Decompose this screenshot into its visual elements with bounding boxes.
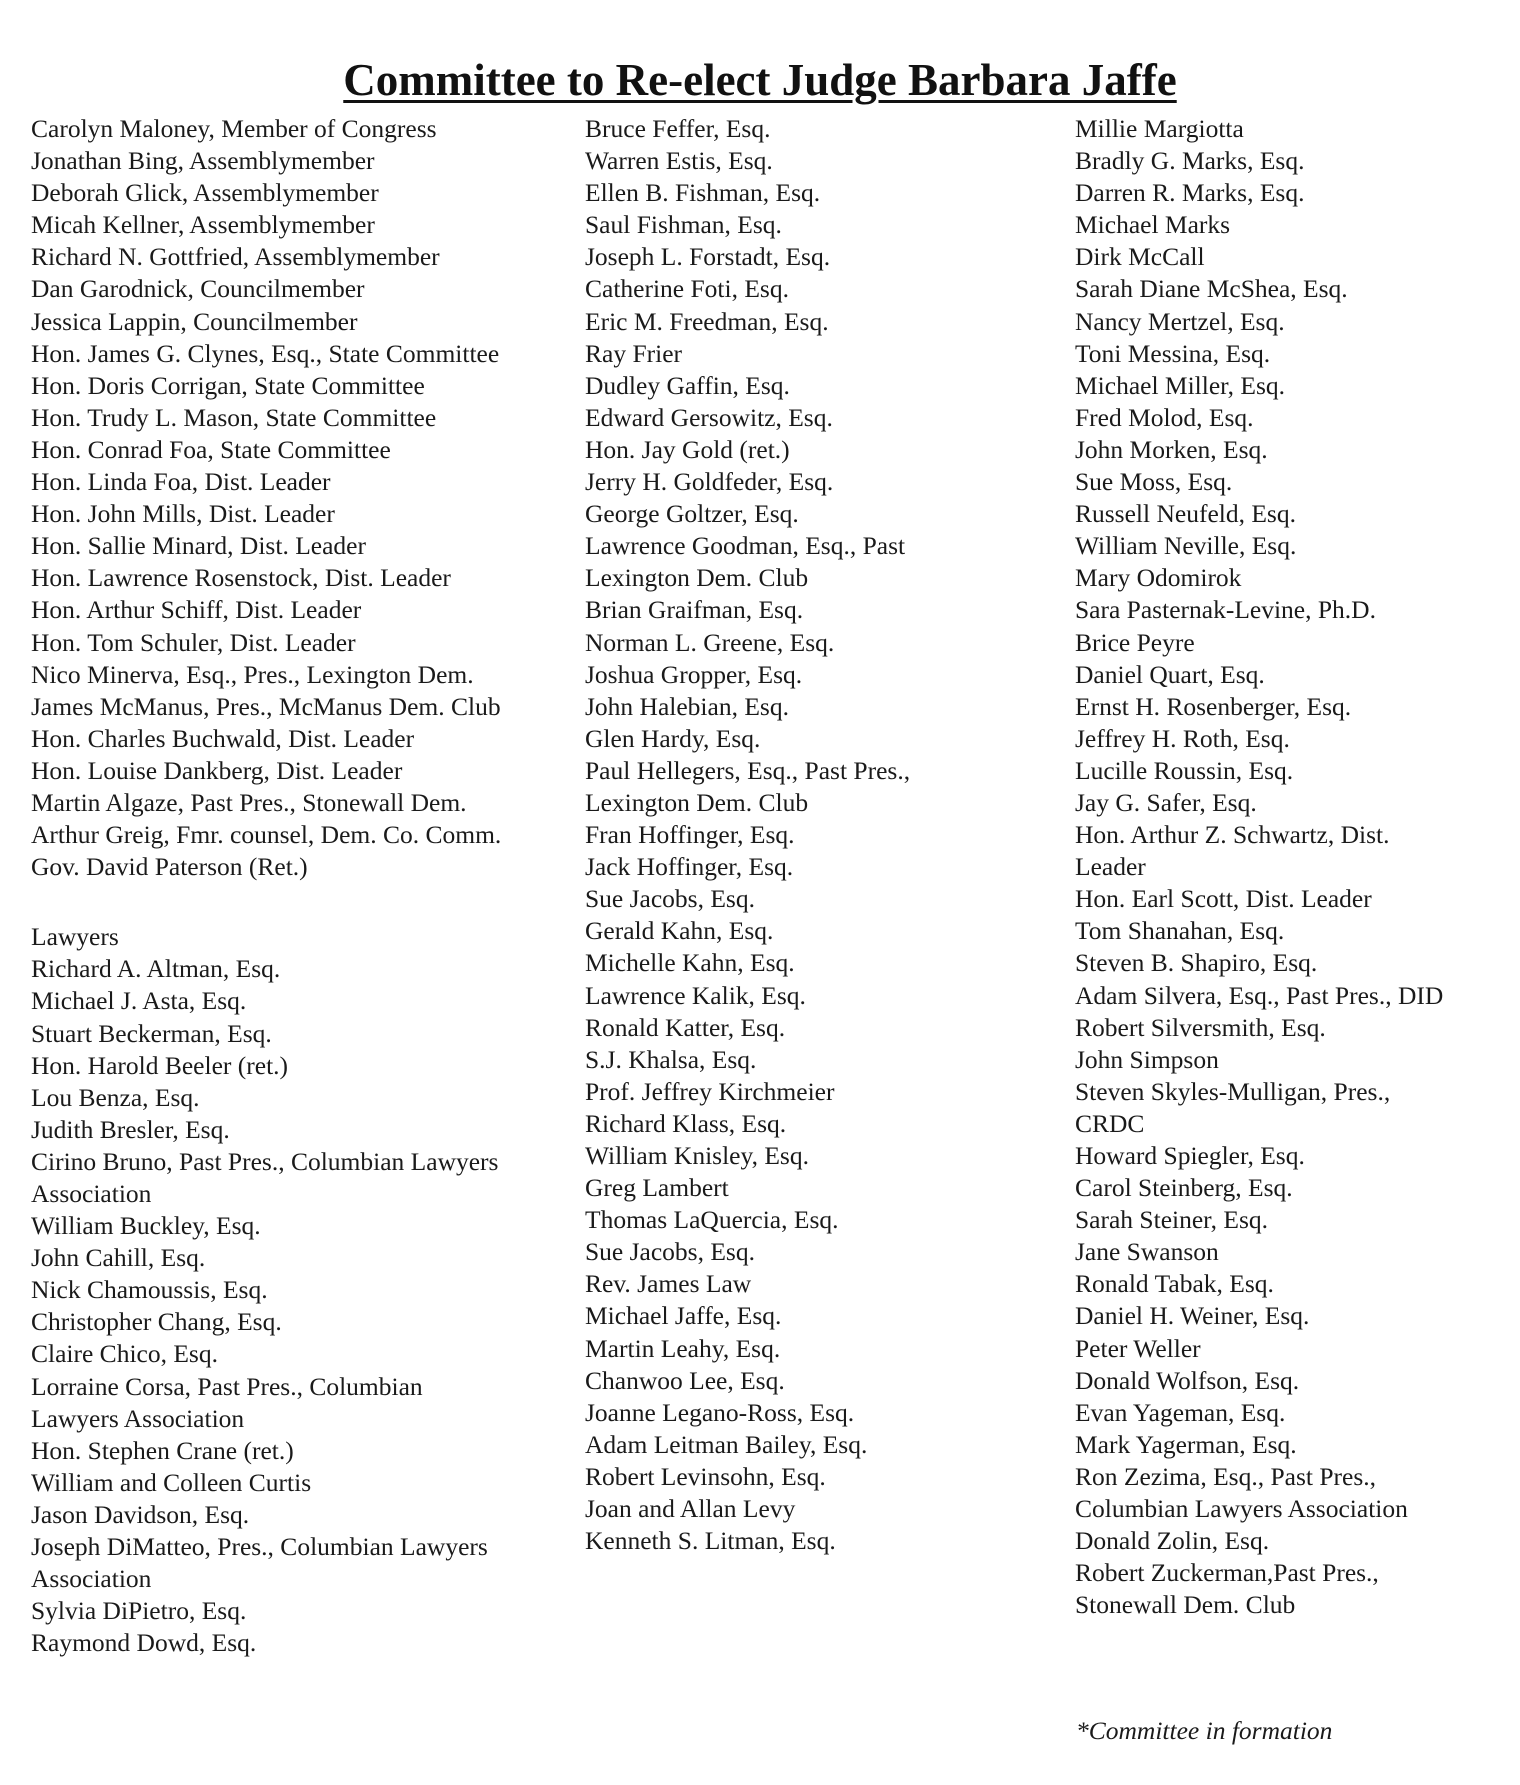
endorser-line: Nico Minerva, Esq., Pres., Lexington Dem. (31, 659, 474, 689)
endorser-line: Deborah Glick, Assemblymember (31, 178, 379, 208)
endorser-line: Michelle Kahn, Esq. (585, 948, 795, 978)
endorser-line: Richard N. Gottfried, Assemblymember (31, 242, 440, 272)
endorser-line: Toni Messina, Esq. (1075, 338, 1271, 368)
endorser-line: Stuart Beckerman, Esq. (31, 1018, 272, 1048)
endorser-line: Carolyn Maloney, Member of Congress (31, 114, 437, 143)
endorser-line: James McManus, Pres., McManus Dem. Club (31, 691, 501, 721)
endorser-line: Dan Garodnick, Councilmember (31, 274, 365, 304)
endorser-line: Donald Zolin, Esq. (1075, 1526, 1270, 1556)
endorser-line: Claire Chico, Esq. (31, 1339, 218, 1369)
endorser-line: Eric M. Freedman, Esq. (585, 306, 829, 336)
endorser-line: Hon. Doris Corrigan, State Committee (31, 370, 425, 400)
endorser-line: Hon. Earl Scott, Dist. Leader (1075, 884, 1372, 914)
page-title: Committee to Re-elect Judge Barbara Jaffe (343, 55, 1177, 106)
endorser-line: Hon. Tom Schuler, Dist. Leader (31, 627, 356, 657)
endorser-line: Sue Jacobs, Esq. (585, 884, 755, 914)
endorser-line: Jane Swanson (1075, 1237, 1219, 1267)
endorsers-column-1 (31, 113, 501, 1659)
endorser-line: Joan and Allan Levy (585, 1494, 796, 1524)
endorser-line: Sylvia DiPietro, Esq. (31, 1596, 247, 1626)
endorser-line: Fran Hoffinger, Esq. (585, 820, 795, 850)
endorser-line: Michael Marks (1075, 210, 1231, 240)
endorser-line: Micah Kellner, Assemblymember (31, 210, 375, 240)
endorser-line: Peter Weller (1075, 1333, 1201, 1363)
endorser-line: Michael Miller, Esq. (1075, 370, 1286, 400)
endorser-line: Russell Neufeld, Esq. (1075, 499, 1296, 529)
endorser-line: Joshua Gropper, Esq. (585, 659, 803, 689)
endorser-line: Sarah Steiner, Esq. (1075, 1205, 1269, 1235)
endorser-line: Jerry H. Goldfeder, Esq. (585, 467, 834, 497)
endorser-line: Arthur Greig, Fmr. counsel, Dem. Co. Comm. (31, 820, 502, 850)
endorser-line: Saul Fishman, Esq. (585, 210, 782, 240)
endorser-line: Steven Skyles-Mulligan, Pres., (1075, 1076, 1391, 1106)
endorser-line: Bruce Feffer, Esq. (585, 114, 771, 143)
endorser-line: Hon. Sallie Minard, Dist. Leader (31, 531, 366, 561)
endorser-line: Prof. Jeffrey Kirchmeier (585, 1076, 835, 1106)
endorser-line: John Halebian, Esq. (585, 691, 789, 721)
endorser-line: William Neville, Esq. (1075, 531, 1297, 561)
endorser-line: Lexington Dem. Club (585, 563, 809, 593)
endorser-line: Robert Silversmith, Esq. (1075, 1012, 1326, 1042)
endorser-line: Stonewall Dem. Club (1075, 1590, 1296, 1620)
endorser-line: Association (31, 1179, 152, 1208)
endorser-line: Richard A. Altman, Esq. (31, 954, 281, 984)
endorser-line: Hon. Conrad Foa, State Committee (31, 434, 391, 464)
endorser-line: William Buckley, Esq. (31, 1211, 261, 1241)
endorser-line: Daniel H. Weiner, Esq. (1075, 1301, 1310, 1331)
endorser-line: Chanwoo Lee, Esq. (585, 1365, 785, 1395)
endorser-line: Nancy Mertzel, Esq. (1075, 306, 1285, 336)
endorser-line: John Morken, Esq. (1075, 434, 1268, 464)
endorser-line: Warren Estis, Esq. (585, 146, 773, 176)
endorser-line: Norman L. Greene, Esq. (585, 627, 835, 657)
endorser-line: Hon. Lawrence Rosenstock, Dist. Leader (31, 563, 451, 593)
endorser-line: Robert Levinsohn, Esq. (585, 1461, 826, 1491)
endorser-line: Thomas LaQuercia, Esq. (585, 1205, 839, 1235)
endorser-line: John Simpson (1075, 1044, 1219, 1074)
endorsers-column-2 (585, 113, 910, 1557)
endorser-line: Hon. Linda Foa, Dist. Leader (31, 467, 331, 497)
endorser-line: Michael Jaffe, Esq. (585, 1301, 782, 1331)
endorser-line: Ronald Tabak, Esq. (1075, 1269, 1274, 1299)
endorser-line: Lou Benza, Esq. (31, 1082, 200, 1112)
endorser-line: Gerald Kahn, Esq. (585, 916, 774, 946)
endorser-line: Leader (1075, 852, 1146, 882)
endorser-line: Millie Margiotta (1075, 114, 1244, 143)
endorser-line: Jessica Lappin, Councilmember (31, 306, 358, 336)
endorser-line: Mark Yagerman, Esq. (1075, 1429, 1297, 1459)
endorser-line: Judith Bresler, Esq. (31, 1114, 230, 1144)
endorser-line: Michael J. Asta, Esq. (31, 986, 247, 1016)
endorser-line: Fred Molod, Esq. (1075, 402, 1254, 432)
endorser-line: Mary Odomirok (1075, 563, 1242, 593)
endorsers-column-3 (1075, 113, 1443, 1621)
endorser-line: Hon. Arthur Z. Schwartz, Dist. (1075, 820, 1390, 850)
endorser-line: Bradly G. Marks, Esq. (1075, 146, 1305, 176)
endorser-line: Gov. David Paterson (Ret.) (31, 852, 308, 882)
endorser-line: Hon. Harold Beeler (ret.) (31, 1050, 289, 1080)
endorser-line: Cirino Bruno, Past Pres., Columbian Lawyers (31, 1146, 499, 1176)
footnote: *Committee in formation (1076, 1716, 1333, 1745)
endorser-line: Lawyers Association (31, 1403, 245, 1433)
endorser-line: Adam Leitman Bailey, Esq. (585, 1429, 868, 1459)
endorser-line: Steven B. Shapiro, Esq. (1075, 948, 1318, 978)
endorser-line: Hon. Jay Gold (ret.) (585, 434, 790, 464)
endorser-line: Greg Lambert (585, 1173, 729, 1203)
endorser-line: Hon. Trudy L. Mason, State Committee (31, 402, 437, 432)
endorser-line: Robert Zuckerman,Past Pres., (1075, 1558, 1379, 1588)
endorser-line: Howard Spiegler, Esq. (1075, 1141, 1305, 1170)
endorser-line: Catherine Foti, Esq. (585, 274, 789, 304)
endorser-line: Brice Peyre (1075, 627, 1195, 657)
endorser-line: William and Colleen Curtis (31, 1467, 312, 1497)
endorser-line: William Knisley, Esq. (585, 1141, 809, 1170)
endorser-line: Jeffrey H. Roth, Esq. (1075, 723, 1290, 753)
endorser-line: Tom Shanahan, Esq. (1075, 916, 1285, 946)
endorser-line: Jonathan Bing, Assemblymember (31, 146, 375, 176)
endorser-line: Ernst H. Rosenberger, Esq. (1075, 691, 1352, 721)
endorser-line: Sue Jacobs, Esq. (585, 1237, 755, 1267)
endorser-line: John Cahill, Esq. (31, 1243, 206, 1273)
endorser-line: Jack Hoffinger, Esq. (585, 852, 794, 882)
endorser-line: Sarah Diane McShea, Esq. (1075, 274, 1348, 304)
endorser-line: Lorraine Corsa, Past Pres., Columbian (31, 1371, 423, 1401)
endorser-line: Ronald Katter, Esq. (585, 1012, 786, 1042)
endorser-line: Joseph L. Forstadt, Esq. (585, 242, 831, 272)
endorser-line: Joseph DiMatteo, Pres., Columbian Lawyers (31, 1532, 488, 1562)
endorser-line: Ray Frier (585, 338, 683, 368)
endorser-line: Sue Moss, Esq. (1075, 467, 1233, 497)
endorser-line: Daniel Quart, Esq. (1075, 659, 1265, 689)
endorser-line: Dirk McCall (1075, 242, 1205, 272)
endorser-line: Glen Hardy, Esq. (585, 723, 761, 753)
endorser-line: Hon. Arthur Schiff, Dist. Leader (31, 595, 362, 625)
endorser-line: S.J. Khalsa, Esq. (585, 1044, 757, 1074)
endorser-line: Association (31, 1564, 152, 1594)
section-heading-lawyers: Lawyers (31, 922, 119, 952)
endorser-line: Donald Wolfson, Esq. (1075, 1365, 1300, 1395)
endorser-line: Evan Yageman, Esq. (1075, 1397, 1286, 1427)
endorser-line: Columbian Lawyers Association (1075, 1494, 1408, 1524)
endorser-line: Lexington Dem. Club (585, 787, 809, 817)
endorser-line: George Goltzer, Esq. (585, 499, 799, 529)
endorser-line: Joanne Legano-Ross, Esq. (585, 1397, 855, 1427)
endorser-line: Martin Algaze, Past Pres., Stonewall Dem. (31, 787, 467, 817)
endorser-line: Carol Steinberg, Esq. (1075, 1173, 1293, 1203)
endorser-line: Darren R. Marks, Esq. (1075, 178, 1305, 208)
endorser-line: Sara Pasternak-Levine, Ph.D. (1075, 595, 1376, 625)
endorser-line: Jason Davidson, Esq. (31, 1499, 250, 1529)
endorser-line: Raymond Dowd, Esq. (31, 1628, 257, 1658)
endorser-line: Hon. Louise Dankberg, Dist. Leader (31, 755, 403, 785)
endorser-line: Lawrence Goodman, Esq., Past (585, 531, 906, 561)
endorser-line: Hon. Charles Buchwald, Dist. Leader (31, 723, 415, 753)
endorser-line: Edward Gersowitz, Esq. (585, 402, 833, 432)
endorser-line: Paul Hellegers, Esq., Past Pres., (585, 755, 911, 785)
endorser-line: Adam Silvera, Esq., Past Pres., DID (1075, 980, 1444, 1010)
endorser-line: Nick Chamoussis, Esq. (31, 1275, 268, 1305)
endorser-line: Brian Graifman, Esq. (585, 595, 804, 625)
endorser-line: Hon. James G. Clynes, Esq., State Committee (31, 338, 500, 368)
endorser-line: Kenneth S. Litman, Esq. (585, 1526, 836, 1556)
endorser-line: Rev. James Law (585, 1269, 752, 1299)
endorser-line: Lawrence Kalik, Esq. (585, 980, 806, 1010)
endorser-line: Ellen B. Fishman, Esq. (585, 178, 821, 208)
endorser-line: Hon. John Mills, Dist. Leader (31, 499, 335, 529)
endorser-line: CRDC (1075, 1108, 1145, 1138)
endorser-line: Christopher Chang, Esq. (31, 1307, 282, 1337)
endorser-line: Hon. Stephen Crane (ret.) (31, 1435, 294, 1465)
endorser-line: Jay G. Safer, Esq. (1075, 787, 1257, 817)
endorser-line: Richard Klass, Esq. (585, 1108, 787, 1138)
endorser-line: Dudley Gaffin, Esq. (585, 370, 790, 400)
endorser-line: Martin Leahy, Esq. (585, 1333, 781, 1363)
section-spacer (31, 883, 501, 921)
endorser-line: Ron Zezima, Esq., Past Pres., (1075, 1461, 1377, 1491)
endorser-line: Lucille Roussin, Esq. (1075, 755, 1294, 785)
